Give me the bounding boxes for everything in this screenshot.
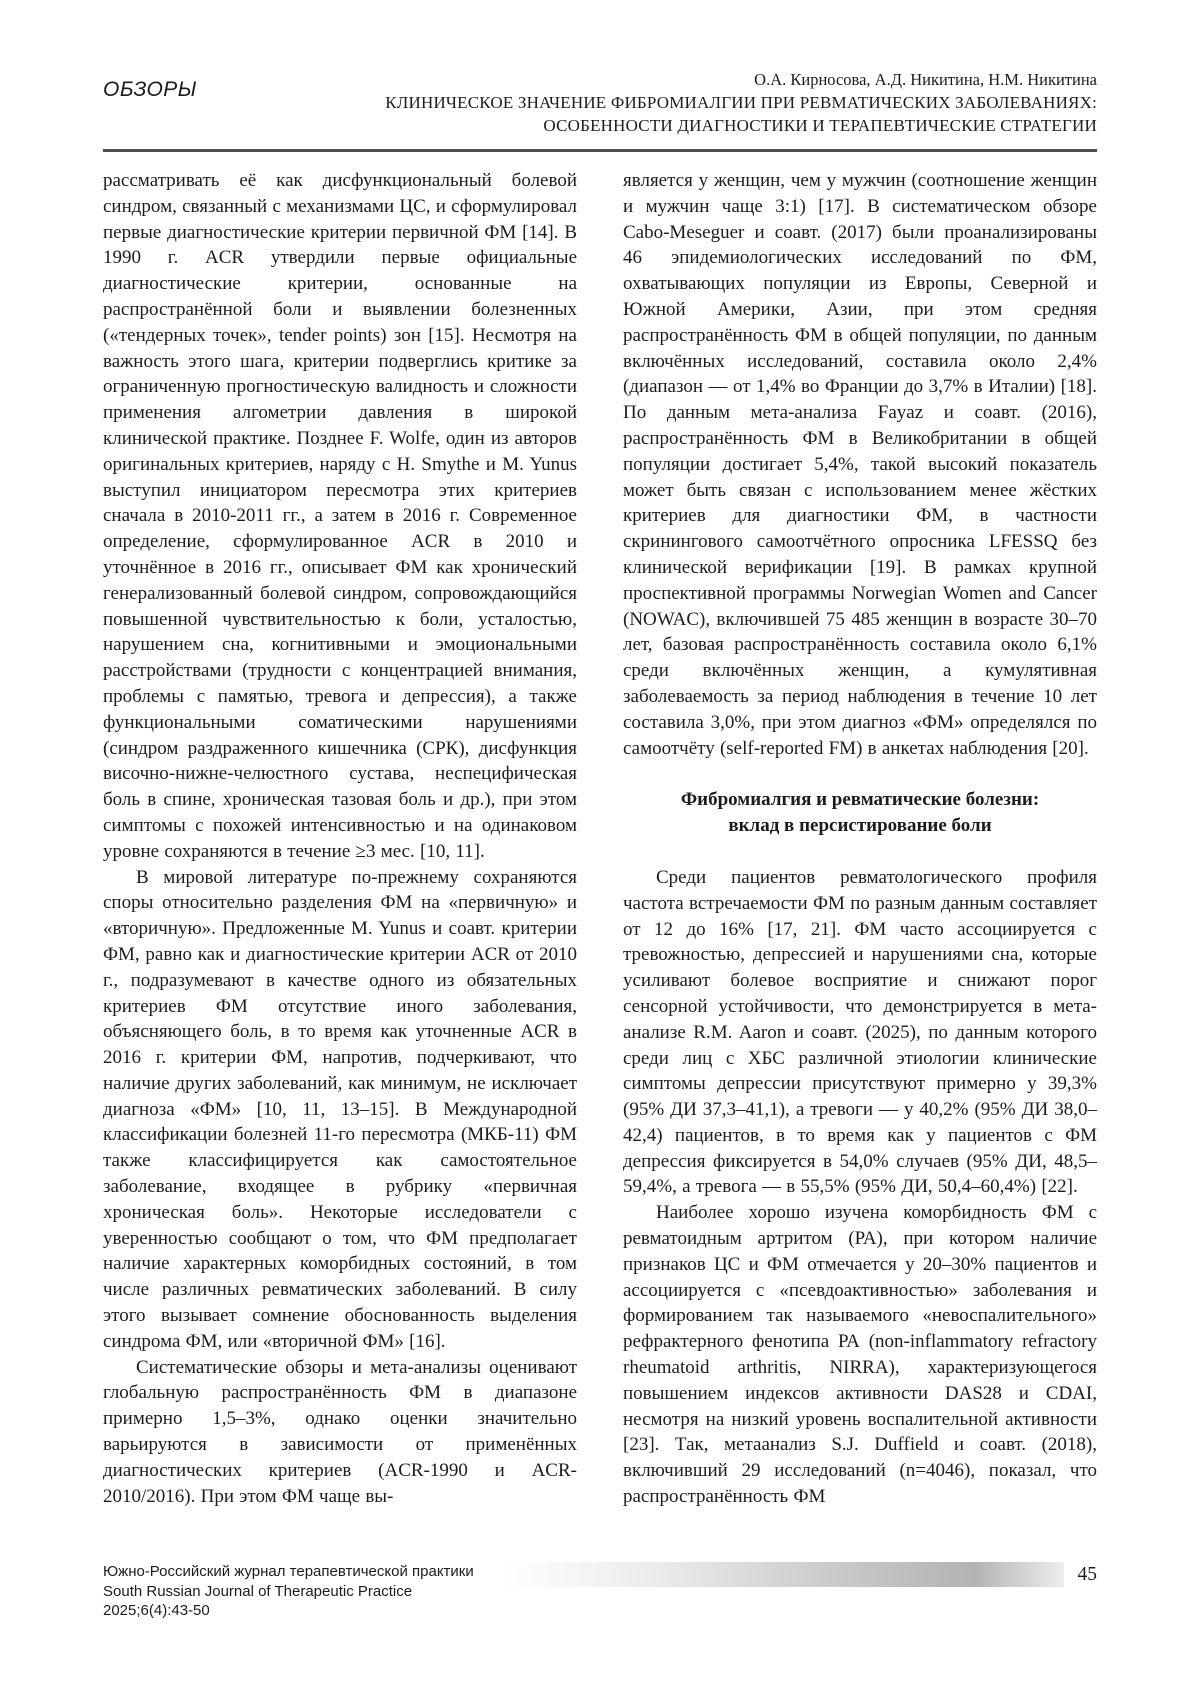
- section-heading: [623, 787, 1097, 839]
- page-footer: [103, 1562, 1097, 1621]
- page-number: 45: [1077, 1563, 1097, 1585]
- footer-journal-name-en: South Russian Journal of Therapeutic Practice: [103, 1582, 413, 1600]
- article-title-line-1: КЛИНИЧЕСКОЕ ЗНАЧЕНИЕ ФИБРОМИАЛГИИ ПРИ РЕВМАТИЧЕСКИХ ЗАБОЛЕВАНИЯХ:: [385, 93, 1097, 112]
- header-divider: [103, 149, 1097, 152]
- footer-gradient-bar: [502, 1562, 1064, 1587]
- page-header: [103, 68, 1097, 152]
- paragraph: рассматривать её как дисфункциональный болевой синдром, связанный с механизмами ЦС, и сформулировал первые диагностические критерии первичной ФМ [14]. В 1990 г. ACR утвердили первые официальные диагностические критерии, основанные на распространённой боли и выявлении болезненных («тендерных точек», tender points) зон [15]. Несмотря на важность этого шага, критерии подверглись критике за ограниченную прогностическую валидность и сложности применения алгометрии давления в широкой клинической практике. Позднее F. Wolfe, один из авторов оригинальных критериев, наряду с H. Smythe и M. Yunus выступил инициатором пересмотра этих критериев сначала в 2010-2011 гг., а затем в 2016 г. Современное определение, сформулированное ACR в 2010 и уточнённое в 2016 гг., описывает ФМ как хронический генерализованный болевой синдром, сопровождающийся повышенной чувствительностью к боли, усталостью, нарушением сна, когнитивными и эмоциональными расстройствами (трудности с концентрацией внимания, проблемы с памятью, тревога и депрессия), а также функциональными соматическими нарушениями (синдром раздраженного кишечника (СРК), дисфункция височно-нижне-челюстного сустава, неспецифическая боль в спине, хроническая тазовая боль и др.), при этом симптомы с похожей интенсивностью и на одинаковом уровне сохраняются в течение ≥3 мес. [10, 11].: [103, 170, 578, 862]
- right-column: [623, 168, 1097, 1510]
- paragraph: является у женщин, чем у мужчин (соотношение женщин и мужчин чаще 3:1) [17]. В систематическом обзоре Cabo-Meseguer и соавт. (2017) были проанализированы 46 эпидемиологических исследований по ФМ, охватывающих популяции из Европы, Северной и Южной Америки, Азии, при этом средняя распространённость ФМ в общей популяции, по данным включённых исследований, составила около 2,4% (диапазон — от 1,4% во Франции до 3,7% в Италии) [18]. По данным мета-анализа Fayaz и соавт. (2016), распространённость ФМ в Великобритании в общей популяции достигает 5,4%, такой высокий показатель может быть связан с использованием менее жёстких критериев для диагностики ФМ, в частности скринингового самоотчётного опросника LFESSQ без клинической верификации [19]. В рамках крупной проспективной программы Norwegian Women and Cancer (NOWAC), включившей 75 485 женщин в возрасте 30–70 лет, базовая распространённость составила около 6,1% среди включённых женщин, а кумулятивная заболеваемость за период наблюдения в течение 10 лет составила 3,0%, при этом диагноз «ФМ» определялся по самоотчёту (self-reported FM) в анкетах наблюдения [20].: [623, 170, 1097, 759]
- left-column: [103, 168, 577, 1510]
- footer-journal-info: [103, 1562, 474, 1621]
- authors-line: О.А. Кирносова, А.Д. Никитина, Н.М. Никитина: [754, 70, 1097, 89]
- article-title-line-2: ОСОБЕННОСТИ ДИАГНОСТИКИ И ТЕРАПЕВТИЧЕСКИЕ СТРАТЕГИИ: [543, 116, 1097, 135]
- paragraph: Систематические обзоры и мета-анализы оценивают глобальную распространённость ФМ в диапазоне примерно 1,5–3%, однако оценки значительно варьируются в зависимости от применённых диагностических критериев (ACR-1990 и ACR-2010/2016). При этом ФМ чаще вы-: [103, 1356, 577, 1507]
- header-text-block: [103, 68, 1097, 137]
- section-heading-line-1: Фибромиалгия и ревматические болезни:: [680, 789, 1040, 811]
- section-heading-line-2: вклад в персистирование боли: [728, 815, 992, 837]
- section-label: ОБЗОРЫ: [103, 78, 197, 101]
- footer-right-block: [502, 1562, 1097, 1587]
- footer-journal-name-ru: Южно-Российский журнал терапевтической практики: [103, 1563, 474, 1580]
- paragraph: Наиболее хорошо изучена коморбидность ФМ с ревматоидным артритом (РА), при котором наличие признаков ЦС и ФМ отмечается у 20–30% пациентов и ассоциируется с «псевдоактивностью» заболевания и формированием так называемого «невоспалительного» рефрактерного фенотипа РА (non-inflammatory refractory rheumatoid arthritis, NIRRA), характеризующегося повышением индексов активности DAS28 и CDAI, несмотря на низкий уровень воспалительной активности [23]. Так, метаанализ S.J. Duffield и соавт. (2018), включивший 29 исследований (n=4046), показал, что распространённость ФМ: [623, 1202, 1097, 1508]
- footer-citation: 2025;6(4):43-50: [103, 1602, 210, 1619]
- paragraph: Среди пациентов ревматологического профиля частота встречаемости ФМ по разным данным составляет от 12 до 16% [17, 21]. ФМ часто ассоциируется с тревожностью, депрессией и нарушениями сна, которые усиливают болевое восприятие и снижают порог сенсорной устойчивости, что демонстрируется в мета-анализе R.M. Aaron и соавт. (2025), по данным которого среди лиц с ХБС различной этиологии клинические симптомы депрессии присутствуют примерно у 39,3% (95% ДИ 37,3–41,1), а тревоги — у 40,2% (95% ДИ 38,0–42,4) пациентов, в то время как у пациентов с ФМ депрессия фиксируется в 54,0% случаев (95% ДИ, 48,5–59,4%, а тревога — в 55,5% (95% ДИ, 50,4–60,4%) [22].: [623, 866, 1097, 1198]
- paragraph: В мировой литературе по-прежнему сохраняются споры относительно разделения ФМ на «первичную» и «вторичную». Предложенные M. Yunus и соавт. критерии ФМ, равно как и диагностические критерии ACR от 2010 г., подразумевают в качестве одного из обязательных критериев ФМ отсутствие иного заболевания, объясняющего боль, в то время как уточненные ACR в 2016 г. критерии ФМ, напротив, подчеркивают, что наличие других заболеваний, как минимум, не исключает диагноза «ФМ» [10, 11, 13–15]. В Международной классификации болезней 11-го пересмотра (МКБ-11) ФМ также классифицируется как самостоятельное заболевание, входящее в рубрику «первичная хроническая боль». Некоторые исследователи с уверенностью сообщают о том, что ФМ предполагает наличие характерных коморбидных состояний, в том числе различных ревматических заболеваний. В силу этого вызывает сомнение обоснованность выделения синдрома ФМ, или «вторичной ФМ» [16].: [103, 866, 577, 1352]
- two-column-body: [103, 168, 1097, 1510]
